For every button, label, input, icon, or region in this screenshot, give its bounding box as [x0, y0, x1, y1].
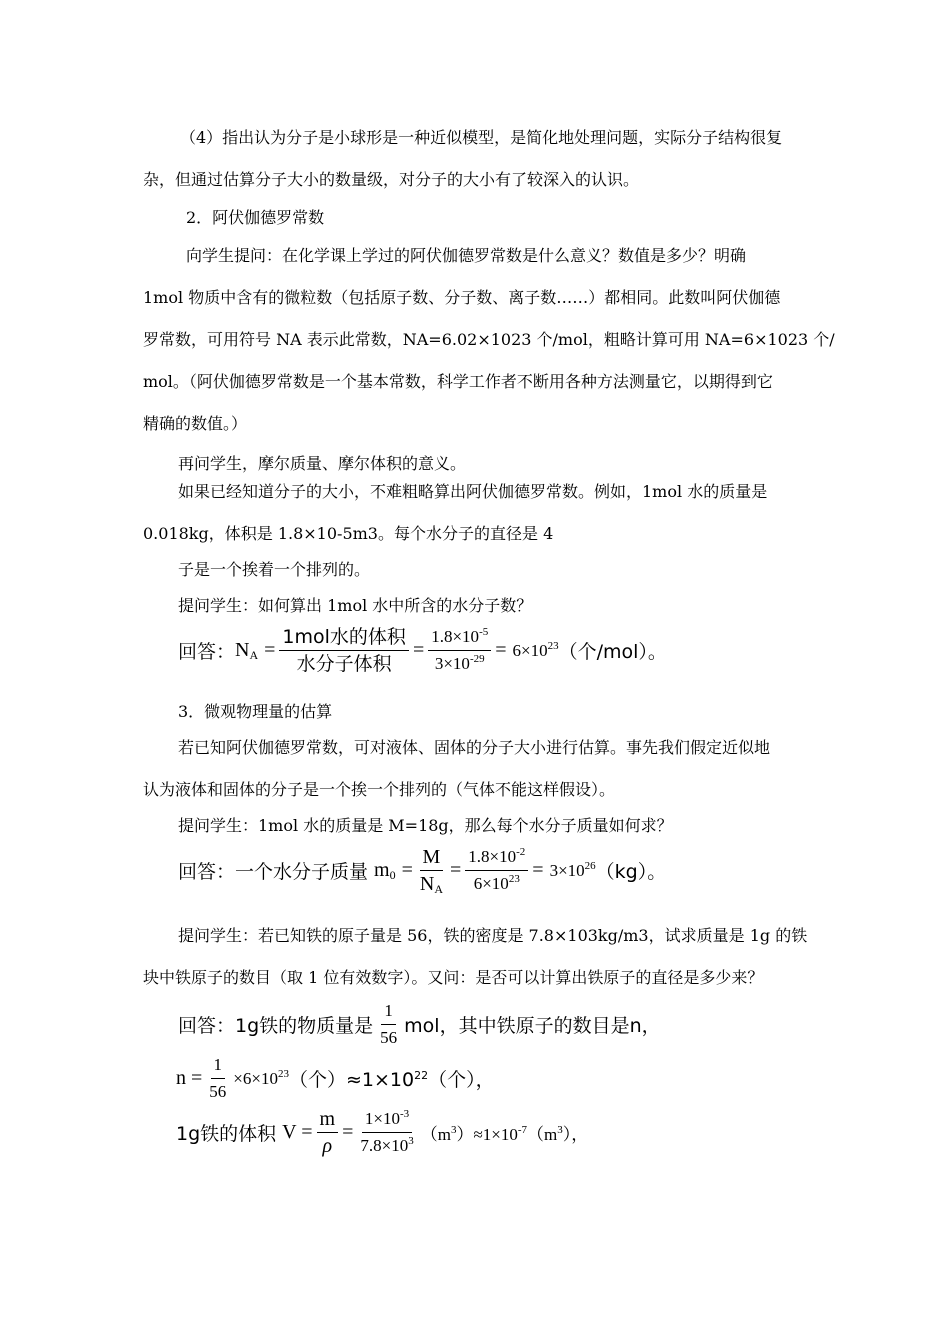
eq4-unit: （个），	[428, 1069, 495, 1091]
p4a: 如果已经知道分子的大小，不难粗略算出阿伏伽德罗常数。例如，1mol 水的质量是	[178, 482, 768, 501]
p7: 提问学生：1mol 水的质量是 M=18g，那么每个水分子质量如何求？	[178, 816, 673, 835]
p6a: 若已知阿伏伽德罗常数，可对液体、固体的分子大小进行估算。事先我们假定近似地	[178, 738, 771, 757]
eq3-prefix: 回答：1g铁的物质量是	[178, 1015, 374, 1037]
eq4-fraction: $\frac{1}{56}$	[209, 1055, 227, 1101]
eq4-lhs: n =	[176, 1067, 203, 1089]
equation-iron-volume: 1g铁的体积 V = $\frac{m}{\rho}$ = $\frac{1\times 10^{-3}}{7.8\times 10^3}$ $(m^3)\approx 1\times 10^{-7}(m^3)$，	[176, 1108, 589, 1157]
eq2-prefix: 回答：一个水分子质量	[178, 861, 369, 883]
p5: 提问学生：如何算出 1mol 水中所含的水分子数？	[178, 596, 533, 615]
p1a: （4）指出认为分子是小球形是一种近似模型，是简化地处理问题，实际分子结构很复	[180, 128, 783, 147]
p2a: 向学生提问：在化学课上学过的阿伏伽德罗常数是什么意义？数值是多少？明确	[186, 246, 747, 265]
equation-iron-atom-count	[176, 1054, 495, 1103]
p4b: 0.018kg，体积是 1.8×10-5m3。每个水分子的直径是 4	[143, 524, 554, 543]
p3: 再问学生，摩尔质量、摩尔体积的意义。	[178, 454, 467, 473]
eq1-fraction-words: $\frac{\text{1mol水的体积}}{\text{水分子体积}}$	[279, 626, 409, 675]
eq2-result: $3\times 10^{26}$	[549, 859, 596, 880]
p2e: 精确的数值。）	[143, 414, 248, 433]
p2d: mol。（阿伏伽德罗常数是一个基本常数，科学工作者不断用各种方法测量它，以期得到它	[143, 372, 773, 391]
eq3-suffix: mol，其中铁原子的数目是n，	[404, 1015, 661, 1037]
eq1-unit: （个/mol）。	[558, 641, 667, 663]
p8a: 提问学生：若已知铁的原子量是 56，铁的密度是 7.8×103kg/m3，试求质量是 1g 的铁	[178, 926, 808, 945]
eq2-fraction-symbols: $\frac{M}{N_A}$	[419, 846, 443, 896]
eq3-fraction: $\frac{1}{56}$	[380, 1001, 398, 1047]
eq2-lhs: $m_0$	[374, 859, 396, 882]
eq5-prefix: 1g铁的体积	[176, 1123, 277, 1145]
eq4-approx: （个）$\approx 1\times 10^{22}$	[288, 1069, 429, 1091]
equation-water-molecule-mass: 回答：一个水分子质量 $m_0$ = $\frac{M}{N_A}$ = $\frac{1.8\times 10^{-2}}{6\times 10^{23}}$ = $3\times 10^{26}$ （kg）。	[178, 846, 667, 896]
p8b: 块中铁原子的数目（取 1 位有效数字）。又问：是否可以计算出铁原子的直径是多少来？	[143, 968, 764, 987]
eq2-unit: （kg）。	[595, 861, 667, 883]
heading-estimation: 3．微观物理量的估算	[178, 702, 333, 721]
eq1-fraction-values: $\frac{1.8\times 10^{-5}}{3\times 10^{-29}}$	[428, 626, 491, 675]
eq1-prefix: 回答：	[178, 641, 236, 663]
eq1-lhs: $N_A$	[235, 639, 259, 662]
p2b: 1mol 物质中含有的微粒数（包括原子数、分子数、离子数……）都相同。此数叫阿伏伽德	[143, 288, 781, 307]
eq5-fraction-symbols: $\frac{m}{\rho}$	[317, 1108, 339, 1157]
p6b: 认为液体和固体的分子是一个挨一个排列的（气体不能这样假设）。	[143, 780, 616, 799]
equation-avogadro: 回答： $N_A$ = $\frac{\text{1mol水的体积}}{\text{水分子体积}}$ = $\frac{1.8\times 10^{-5}}{3\times 10^{-29}}$ = $6\times 10^{23}$ （个/mol）。	[178, 626, 667, 675]
eq4-product: $\times 6\times 10^{23}$	[233, 1067, 289, 1088]
eq5-fraction-values: $\frac{1\times 10^{-3}}{7.8\times 10^3}$	[360, 1108, 414, 1155]
heading-avogadro: 2．阿伏伽德罗常数	[186, 208, 325, 227]
eq5-units: $(m^3)\approx 1\times 10^{-7}(m^3)$，	[420, 1124, 589, 1144]
eq1-equals: =	[264, 639, 276, 661]
equation-iron-amount	[178, 1000, 661, 1049]
p1b: 杂，但通过估算分子大小的数量级，对分子的大小有了较深入的认识。	[143, 170, 640, 189]
p4c: 子是一个挨着一个排列的。	[178, 560, 371, 579]
eq5-lhs: V =	[282, 1121, 313, 1143]
eq2-fraction-values: $\frac{1.8\times 10^{-2}}{6\times 10^{23}}$	[465, 846, 528, 895]
eq1-result: $6\times 10^{23}$	[512, 639, 559, 660]
p2c: 罗常数，可用符号 NA 表示此常数，NA=6.02×1023 个/mol，粗略计算可用 NA=6×1023 个/	[143, 330, 835, 349]
